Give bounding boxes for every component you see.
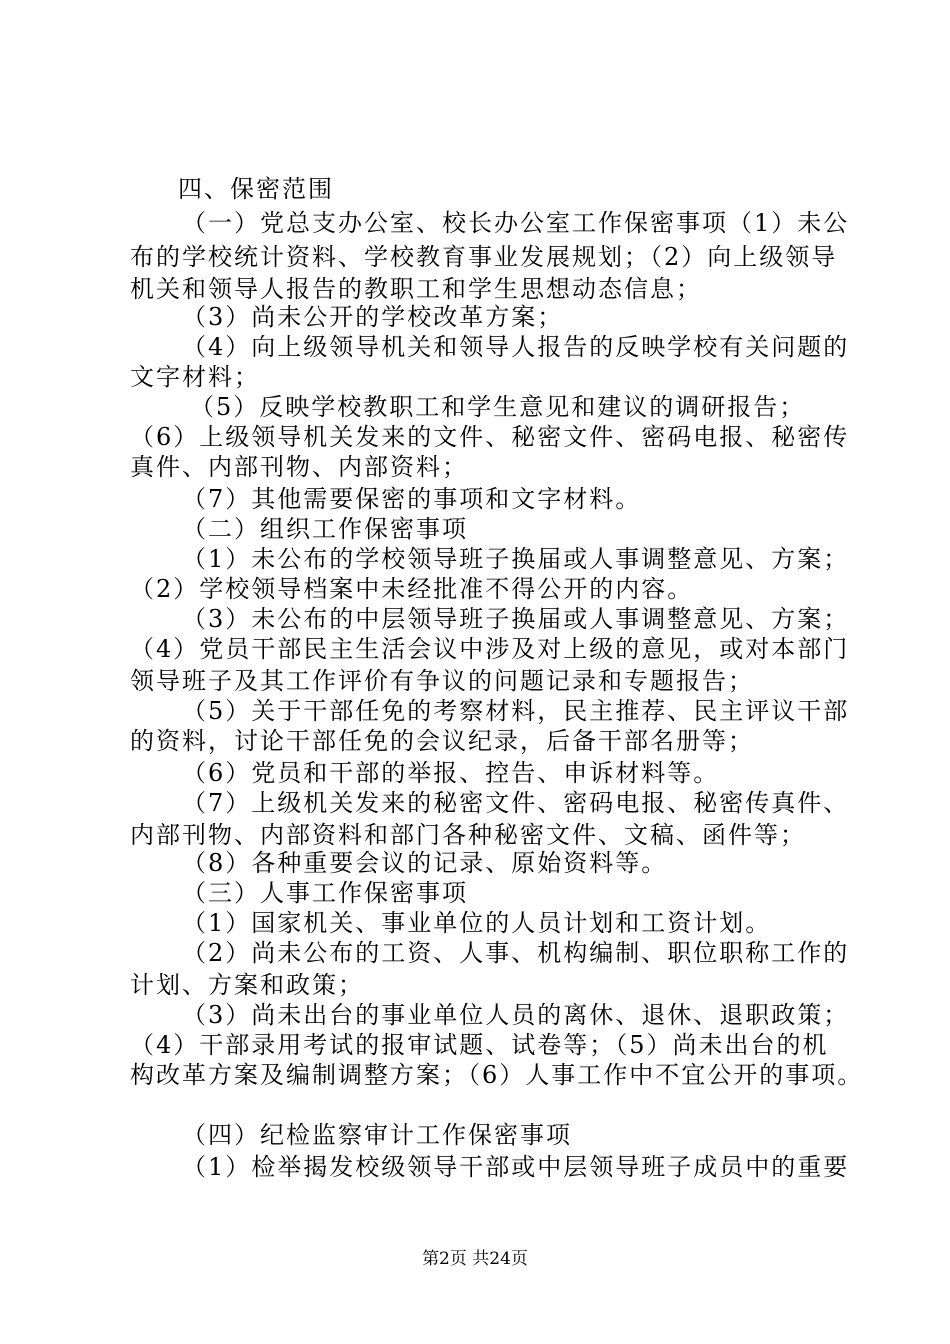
paragraph-line: （1）未公布的学校领导班子换届或人事调整意见、方案； [182,545,850,573]
paragraph-line: 构改革方案及编制调整方案；（6）人事工作中不宜公开的事项。 [130,1061,864,1089]
subsection-heading: （一）党总支办公室、校长办公室工作保密事项（1）未公 [182,209,850,237]
subsection-heading: （三）人事工作保密事项 [182,879,468,907]
paragraph-line: 文字材料； [130,363,260,391]
paragraph-line: （3）尚未出台的事业单位人员的离休、退休、退职政策； [182,1001,850,1029]
paragraph-line: 领导班子及其工作评价有争议的问题记录和专题报告； [130,667,754,695]
paragraph-line: （1）国家机关、事业单位的人员计划和工资计划。 [182,909,772,937]
paragraph-line: 布的学校统计资料、学校教育事业发展规划；（2）向上级领导 [130,243,838,271]
paragraph-line: （1）检举揭发校级领导干部或中层领导班子成员中的重要 [182,1153,850,1181]
paragraph-line: （6）上级领导机关发来的文件、秘密文件、密码电报、秘密传 [130,423,850,451]
paragraph-line: （4）向上级领导机关和领导人报告的反映学校有关问题的 [182,333,850,361]
paragraph-line: 的资料，讨论干部任免的会议纪录，后备干部名册等； [130,727,754,755]
paragraph-line: （7）其他需要保密的事项和文字材料。 [182,485,642,513]
page-number-footer: 第2页 共24页 [422,1249,528,1269]
paragraph-line: （4）党员干部民主生活会议中涉及对上级的意见，或对本部门 [130,635,850,663]
paragraph-line: （5）关于干部任免的考察材料，民主推荐、民主评议干部 [182,697,850,725]
section-heading: 四、保密范围 [178,175,334,203]
paragraph-line: （2）学校领导档案中未经批准不得公开的内容。 [130,575,694,603]
paragraph-line: （4）干部录用考试的报审试题、试卷等；（5）尚未出台的机 [130,1031,829,1059]
paragraph-line: 计划、方案和政策； [130,971,364,999]
paragraph-line: （3）未公布的中层领导班子换届或人事调整意见、方案； [182,605,850,633]
paragraph-line: 真件、内部刊物、内部资料； [130,453,468,481]
paragraph-line: （2）尚未公布的工资、人事、机构编制、职位职称工作的 [182,939,850,967]
subsection-heading: （四）纪检监察审计工作保密事项 [182,1121,572,1149]
paragraph-line: （6）党员和干部的举报、控告、申诉材料等。 [182,759,720,787]
paragraph-line: （5）反映学校教职工和学生意见和建议的调研报告； [190,393,806,421]
subsection-heading: （二）组织工作保密事项 [182,515,468,543]
paragraph-line: 内部刊物、内部资料和部门各种秘密文件、文稿、函件等； [130,821,806,849]
paragraph-line: 机关和领导人报告的教职工和学生思想动态信息； [130,275,702,303]
paragraph-line: （3）尚未公开的学校改革方案； [182,303,564,331]
paragraph-line: （8）各种重要会议的记录、原始资料等。 [182,849,668,877]
paragraph-line: （7）上级机关发来的秘密文件、密码电报、秘密传真件、 [182,789,850,817]
